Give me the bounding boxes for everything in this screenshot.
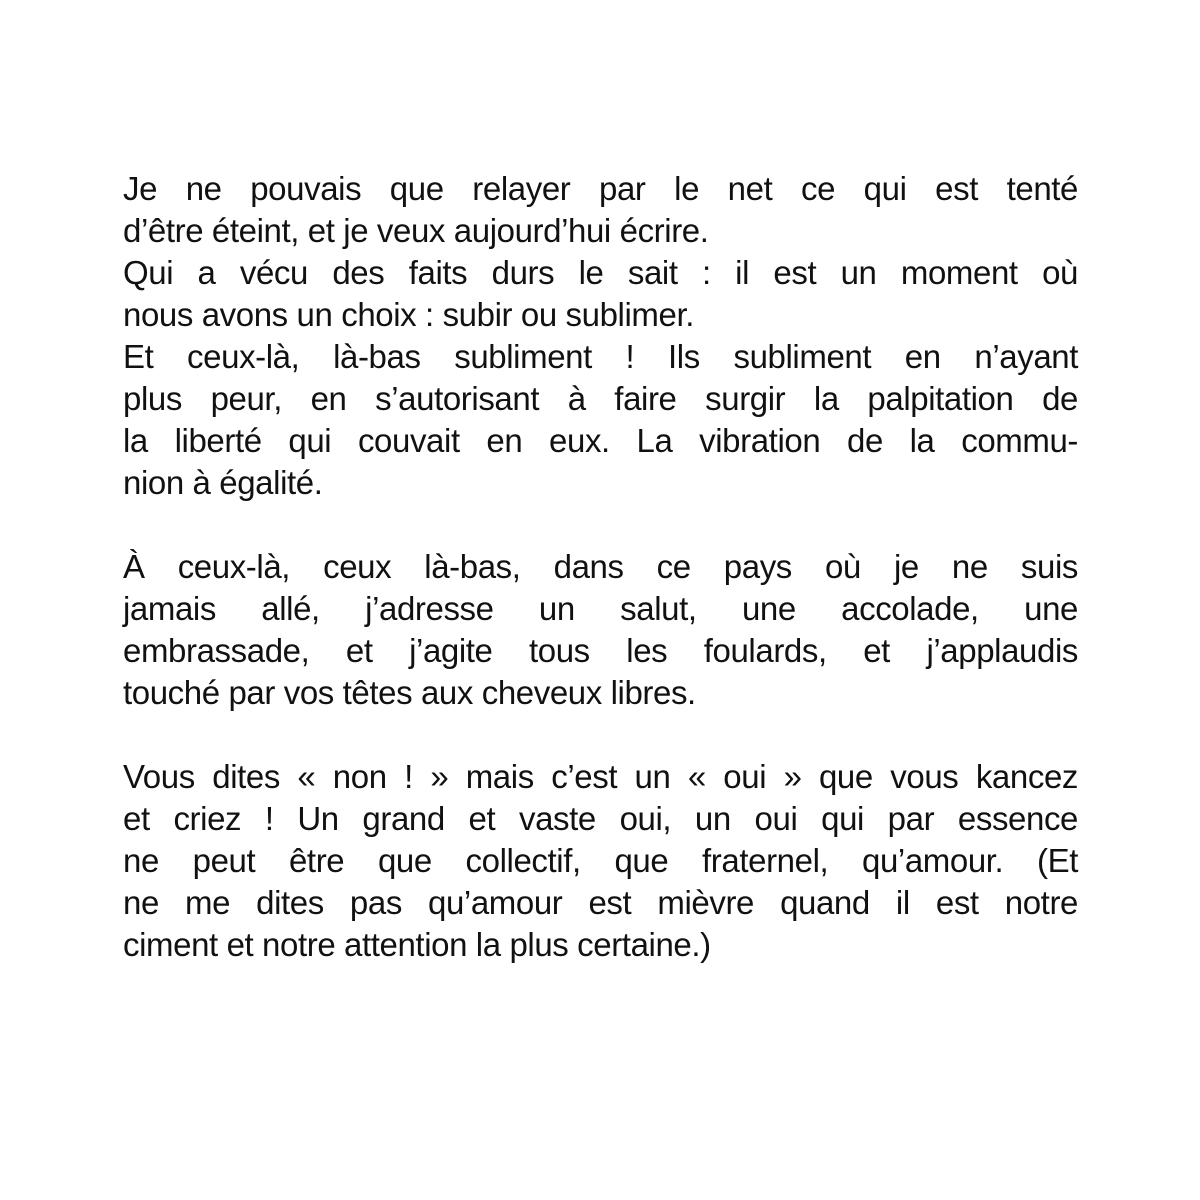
- text-line: et criez ! Un grand et vaste oui, un oui qui par essence: [123, 800, 1078, 837]
- text-line: À ceux-là, ceux là-bas, dans ce pays où je ne suis: [123, 548, 1078, 585]
- paragraph-2: [123, 252, 1078, 336]
- text-page: [123, 168, 1078, 966]
- text-line: nion à égalité.: [123, 464, 323, 501]
- text-line: d’être éteint, et je veux aujourd’hui écrire.: [123, 212, 709, 249]
- paragraph-4: [123, 546, 1078, 714]
- text-line: Vous dites « non ! » mais c’est un « oui » que vous kancez: [123, 758, 1078, 795]
- text-line: jamais allé, j’adresse un salut, une accolade, une: [123, 590, 1078, 627]
- paragraph-1: [123, 168, 1078, 252]
- text-line: la liberté qui couvait en eux. La vibration de la commu-: [123, 422, 1078, 459]
- text-line: nous avons un choix : subir ou sublimer.: [123, 296, 694, 333]
- paragraph-5: [123, 756, 1078, 966]
- text-line: ciment et notre attention la plus certaine.): [123, 926, 711, 963]
- text-line: Je ne pouvais que relayer par le net ce qui est tenté: [123, 170, 1078, 207]
- text-line: embrassade, et j’agite tous les foulards, et j’applaudis: [123, 632, 1078, 669]
- paragraph-3: [123, 336, 1078, 504]
- text-line: Qui a vécu des faits durs le sait : il est un moment où: [123, 254, 1078, 291]
- text-line: touché par vos têtes aux cheveux libres.: [123, 674, 696, 711]
- text-line: Et ceux-là, là-bas subliment ! Ils subliment en n’ayant: [123, 338, 1078, 375]
- text-line: ne peut être que collectif, que fraternel, qu’amour. (Et: [123, 842, 1078, 879]
- text-line: ne me dites pas qu’amour est mièvre quand il est notre: [123, 884, 1078, 921]
- text-line: plus peur, en s’autorisant à faire surgir la palpitation de: [123, 380, 1078, 417]
